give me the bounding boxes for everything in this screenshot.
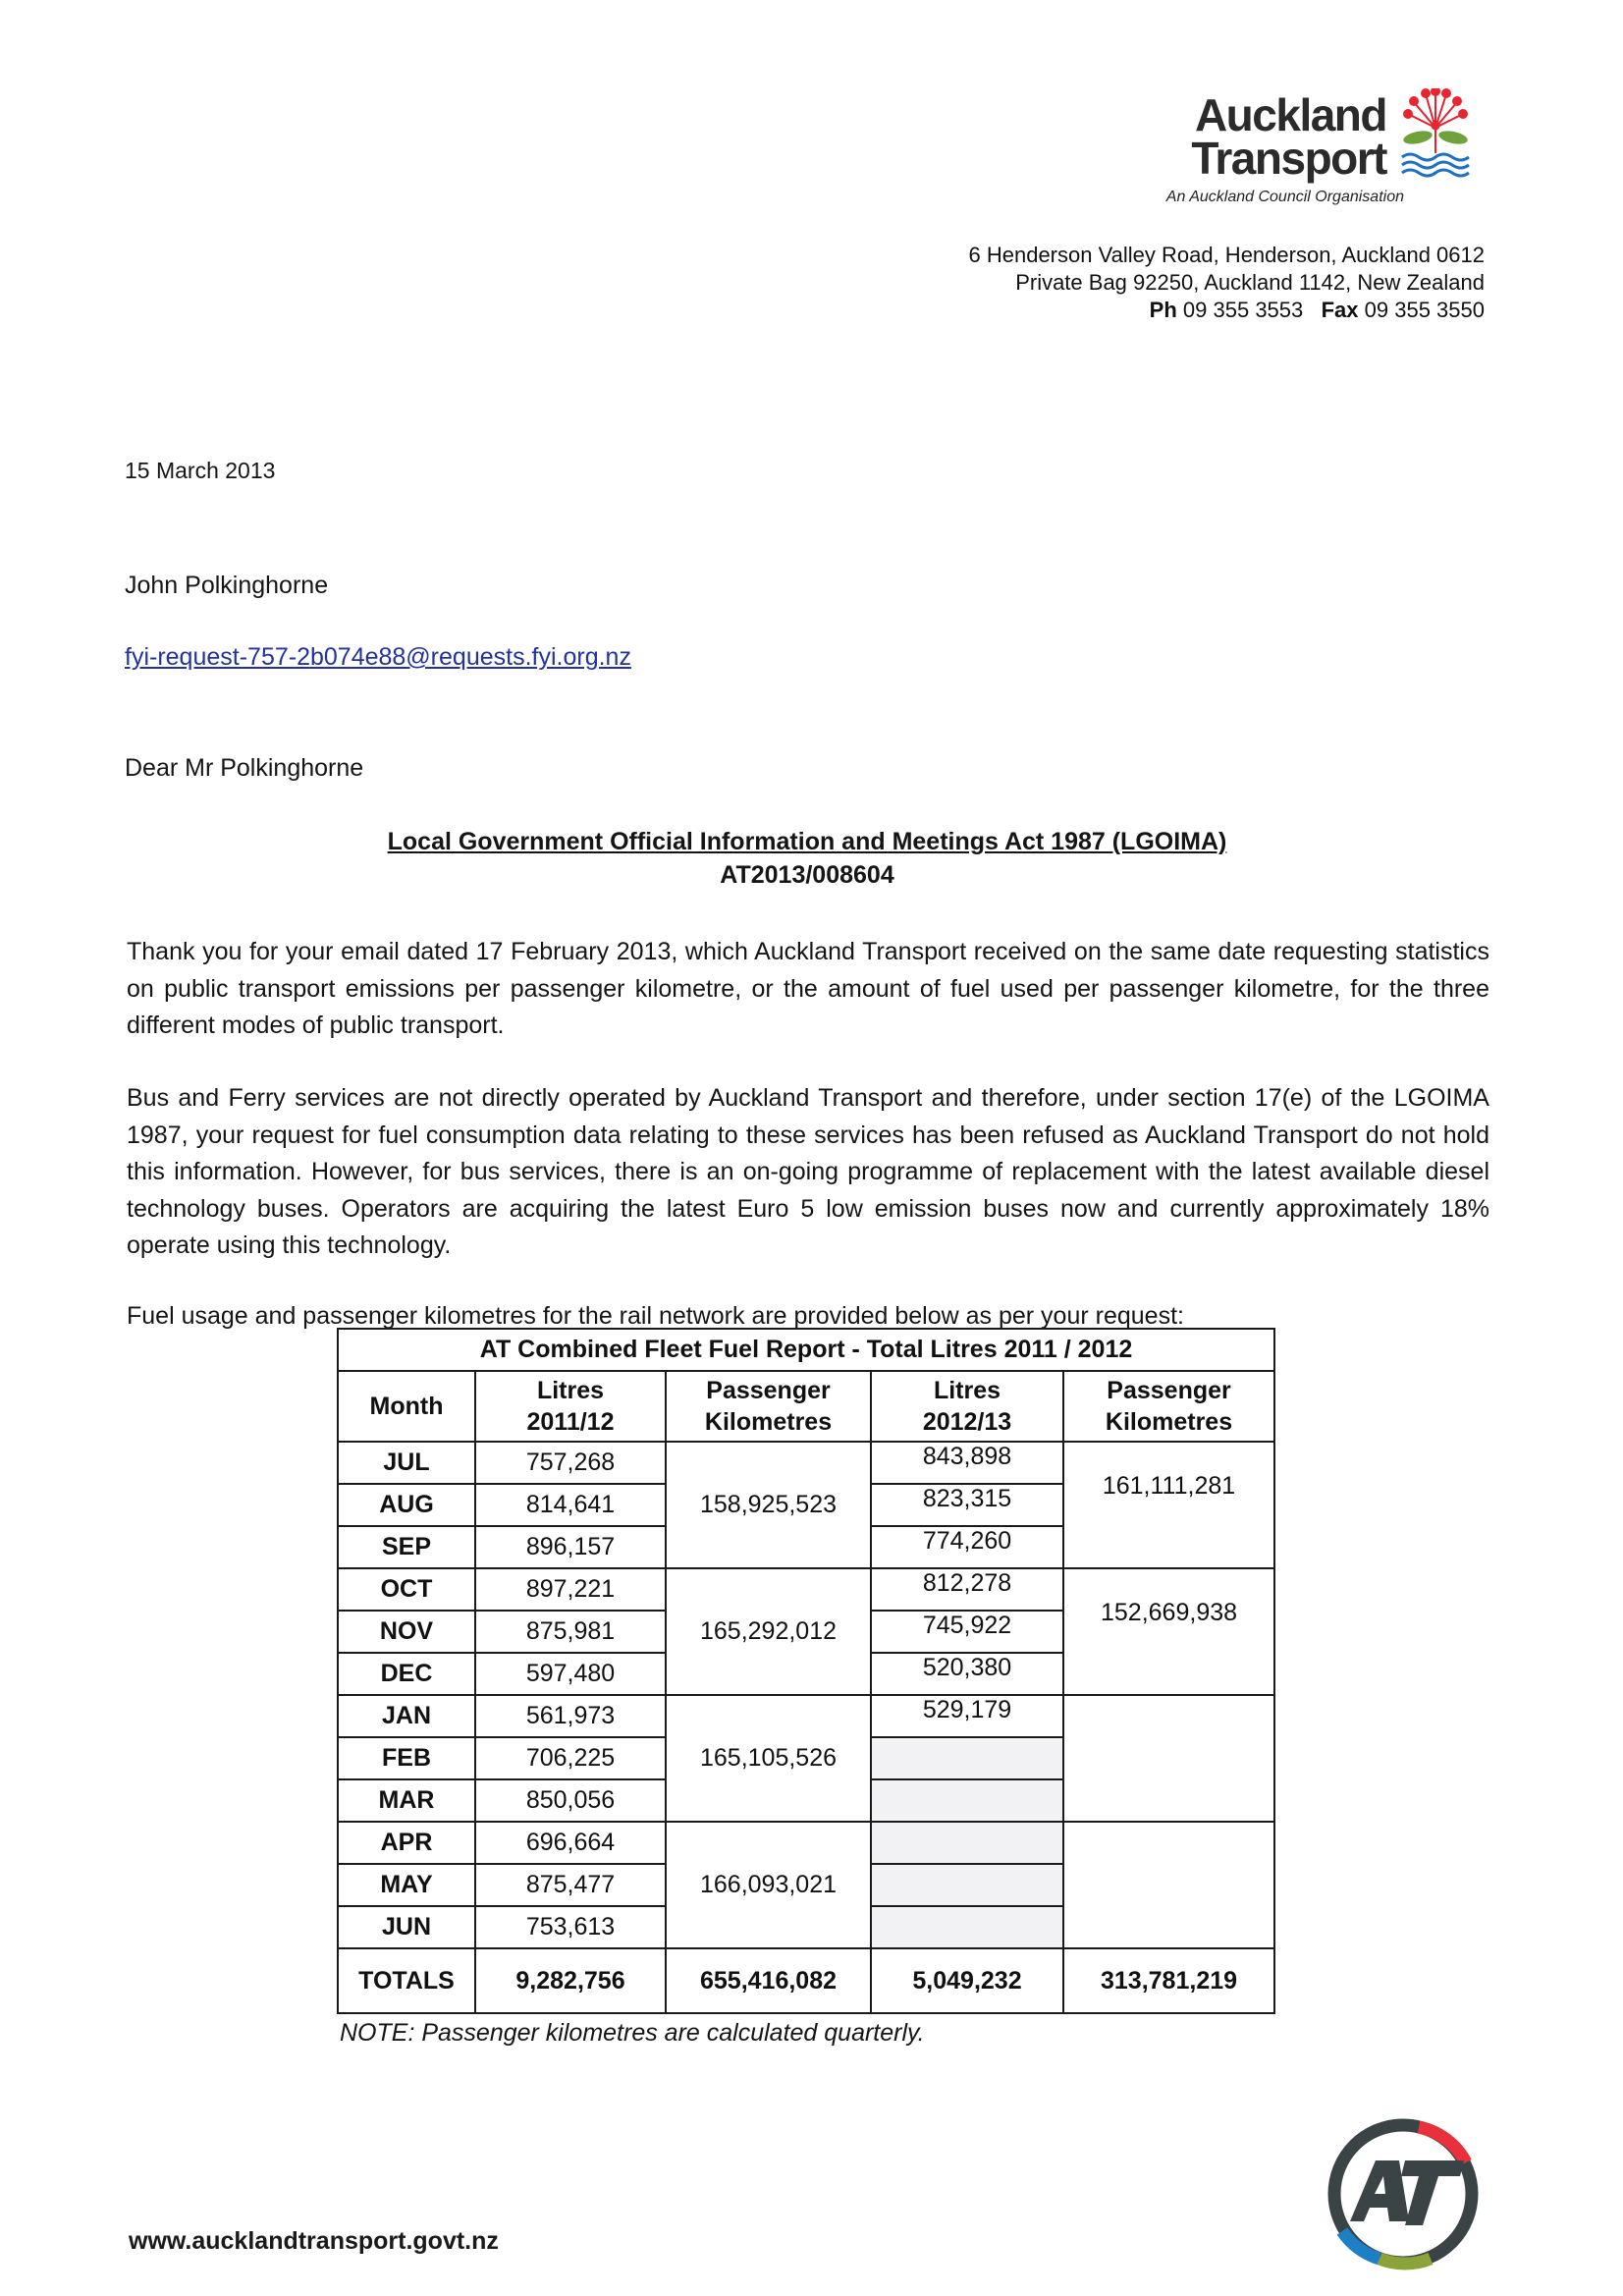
quarterly-passenger-km-2011-12: 158,925,523 bbox=[666, 1442, 871, 1568]
paragraph-rail-intro: Fuel usage and passenger kilometres for the rail network are provided below as per your request: bbox=[127, 1302, 1184, 1330]
litres-2011-12-cell: 814,641 bbox=[475, 1484, 666, 1526]
quarterly-passenger-km-2012-13: 161,111,281 bbox=[1063, 1442, 1274, 1568]
litres-2011-12-cell: 757,268 bbox=[475, 1442, 666, 1484]
address-line2: Private Bag 92250, Auckland 1142, New Zealand bbox=[1015, 270, 1485, 295]
litres-2011-12-cell: 897,221 bbox=[475, 1568, 666, 1611]
quarterly-passenger-km-2012-13 bbox=[1063, 1822, 1274, 1948]
total-litres-2011-12: 9,282,756 bbox=[475, 1948, 666, 2013]
litres-2012-13-cell: 823,315 bbox=[871, 1484, 1063, 1526]
phone-label: Ph bbox=[1149, 298, 1177, 322]
table-title: AT Combined Fleet Fuel Report - Total Litres 2011 / 2012 bbox=[338, 1329, 1274, 1371]
paragraph-request: Thank you for your email dated 17 February 2013, which Auckland Transport received on the same date requesting statistics on public transport emissions per passenger kilometre, or the amount of fuel used per passenger kilometre, for the three different modes of public transport. bbox=[127, 938, 1489, 1039]
litres-2011-12-cell: 875,981 bbox=[475, 1611, 666, 1653]
month-cell: JAN bbox=[338, 1695, 475, 1737]
subject-reference: AT2013/008604 bbox=[720, 861, 894, 889]
subject-heading bbox=[125, 825, 1489, 892]
quarterly-passenger-km-2012-13 bbox=[1063, 1695, 1274, 1822]
litres-2012-13-cell bbox=[871, 1737, 1063, 1779]
litres-2011-12-cell: 561,973 bbox=[475, 1695, 666, 1737]
pohutukawa-flower-icon bbox=[1400, 88, 1471, 183]
brand-name-line1: Auckland bbox=[1194, 89, 1386, 140]
address-line1: 6 Henderson Valley Road, Henderson, Auckland 0612 bbox=[968, 243, 1485, 267]
total-passenger-km-2012-13: 313,781,219 bbox=[1063, 1948, 1274, 2013]
litres-2011-12-cell: 706,225 bbox=[475, 1737, 666, 1779]
phone-number: 09 355 3553 bbox=[1182, 298, 1304, 322]
recipient-name: John Polkinghorne bbox=[125, 572, 329, 599]
contact-line bbox=[969, 297, 1486, 324]
quarterly-passenger-km-2011-12: 166,093,021 bbox=[666, 1822, 871, 1948]
letter-date: 15 March 2013 bbox=[125, 458, 276, 483]
header-litres-2012-13: Litres 2012/13 bbox=[871, 1371, 1063, 1442]
month-cell: JUN bbox=[338, 1906, 475, 1948]
month-cell: DEC bbox=[338, 1653, 475, 1695]
paragraph-bus-ferry: Bus and Ferry services are not directly operated by Auckland Transport and therefore, under section 17(e) of the LGOIMA 1987, your request for fuel consumption data relating to these services has been refused as Auckland Transport do not hold this information. However, for bus services, there is an on-going programme of replacement with the latest available diesel technology buses. Operators are acquiring the latest Euro 5 low emission buses now and currently approximately 18% operate using this technology. bbox=[127, 1084, 1489, 1259]
litres-2011-12-cell: 875,477 bbox=[475, 1864, 666, 1906]
month-cell: AUG bbox=[338, 1484, 475, 1526]
litres-2011-12-cell: 597,480 bbox=[475, 1653, 666, 1695]
brand-tagline: An Auckland Council Organisation bbox=[1165, 189, 1404, 205]
litres-2012-13-cell: 812,278 bbox=[871, 1568, 1063, 1611]
month-cell: FEB bbox=[338, 1737, 475, 1779]
month-cell: SEP bbox=[338, 1526, 475, 1568]
totals-label: TOTALS bbox=[338, 1948, 475, 2013]
table-row bbox=[338, 1442, 1274, 1484]
month-cell: MAY bbox=[338, 1864, 475, 1906]
table-note: NOTE: Passenger kilometres are calculated quarterly. bbox=[340, 2019, 925, 2047]
table-row bbox=[338, 1822, 1274, 1864]
header-passenger-km-2: Passenger Kilometres bbox=[1063, 1371, 1274, 1442]
at-roundel-logo-icon bbox=[1321, 2111, 1486, 2276]
litres-2012-13-cell bbox=[871, 1779, 1063, 1822]
litres-2012-13-cell: 520,380 bbox=[871, 1653, 1063, 1695]
recipient-email-link[interactable]: fyi-request-757-2b074e88@requests.fyi.org.nz bbox=[125, 643, 631, 671]
auckland-transport-logo bbox=[1100, 86, 1492, 214]
litres-2012-13-cell bbox=[871, 1906, 1063, 1948]
salutation: Dear Mr Polkinghorne bbox=[125, 754, 364, 782]
total-passenger-km-2011-12: 655,416,082 bbox=[666, 1948, 871, 2013]
brand-name-line2: Transport bbox=[1191, 133, 1386, 184]
quarterly-passenger-km-2011-12: 165,105,526 bbox=[666, 1695, 871, 1822]
litres-2011-12-cell: 896,157 bbox=[475, 1526, 666, 1568]
quarterly-passenger-km-2012-13: 152,669,938 bbox=[1063, 1568, 1274, 1695]
litres-2012-13-cell: 843,898 bbox=[871, 1442, 1063, 1484]
table-row bbox=[338, 1568, 1274, 1611]
quarterly-passenger-km-2011-12: 165,292,012 bbox=[666, 1568, 871, 1695]
month-cell: NOV bbox=[338, 1611, 475, 1653]
header-month: Month bbox=[338, 1371, 475, 1442]
litres-2012-13-cell bbox=[871, 1822, 1063, 1864]
litres-2011-12-cell: 696,664 bbox=[475, 1822, 666, 1864]
header-litres-2011-12: Litres 2011/12 bbox=[475, 1371, 666, 1442]
total-litres-2012-13: 5,049,232 bbox=[871, 1948, 1063, 2013]
website-url[interactable]: www.aucklandtransport.govt.nz bbox=[129, 2227, 499, 2255]
month-cell: OCT bbox=[338, 1568, 475, 1611]
table-row bbox=[338, 1695, 1274, 1737]
litres-2012-13-cell: 529,179 bbox=[871, 1695, 1063, 1737]
litres-2011-12-cell: 753,613 bbox=[475, 1906, 666, 1948]
address-block bbox=[969, 242, 1486, 324]
fax-label: Fax bbox=[1321, 298, 1359, 322]
month-cell: APR bbox=[338, 1822, 475, 1864]
month-cell: JUL bbox=[338, 1442, 475, 1484]
month-cell: MAR bbox=[338, 1779, 475, 1822]
subject-act: Local Government Official Information and Meetings Act 1987 (LGOIMA) bbox=[387, 828, 1227, 855]
litres-2012-13-cell bbox=[871, 1864, 1063, 1906]
header-passenger-km-1: Passenger Kilometres bbox=[666, 1371, 871, 1442]
totals-row bbox=[338, 1948, 1274, 2013]
litres-2012-13-cell: 774,260 bbox=[871, 1526, 1063, 1568]
fuel-report-table bbox=[337, 1328, 1275, 2014]
fax-number: 09 355 3550 bbox=[1364, 298, 1485, 322]
litres-2012-13-cell: 745,922 bbox=[871, 1611, 1063, 1653]
litres-2011-12-cell: 850,056 bbox=[475, 1779, 666, 1822]
